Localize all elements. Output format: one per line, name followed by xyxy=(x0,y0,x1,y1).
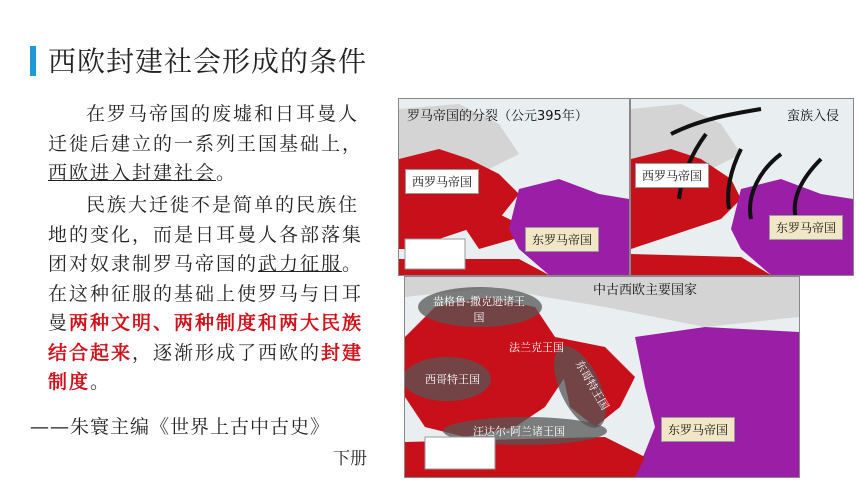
map3-anglo-label: 盎格鲁-撒克逊诸王国 xyxy=(433,295,525,324)
map3-ostrogoth-label: 东哥特王国 xyxy=(572,358,612,413)
title-accent-bar xyxy=(30,46,36,76)
map2-east-label: 东罗马帝国 xyxy=(769,215,843,240)
map2-west-label: 西罗马帝国 xyxy=(635,163,709,188)
p2-text-e: ，逐渐形成了西欧的 xyxy=(132,341,322,364)
map1-east-label: 东罗马帝国 xyxy=(525,227,599,252)
paragraph-2 xyxy=(48,191,378,398)
p2-text-a: 民族大迁徙不是简单的民族住地的变化，而是日耳曼人各部落集团对奴隶制罗马帝国的 xyxy=(48,194,364,275)
p2-red-emphasis: 两种文明、两种制度和两大民族结合起来 xyxy=(48,312,364,364)
map1-west-label: 西罗马帝国 xyxy=(405,169,479,194)
map-barbarian-invasion xyxy=(630,98,854,276)
map-roman-split xyxy=(398,98,630,276)
p2-text-c: 。在这种征服的基础上使罗马与日耳曼 xyxy=(48,253,364,334)
p2-end: 。 xyxy=(90,371,112,393)
p2-red-feudal: 封建制度 xyxy=(48,341,364,393)
map1-caption: 罗马帝国的分裂（公元395年） xyxy=(407,109,588,124)
map3-east-label: 东罗马帝国 xyxy=(661,417,735,442)
p1-end: 。 xyxy=(216,162,238,184)
source-citation: ——朱寰主编《世界上古中古史》 xyxy=(30,416,331,438)
source-citation-volume: 下册 xyxy=(333,449,367,469)
p1-text: 在罗马帝国的废墟和日耳曼人迁徙后建立的一系列王国基础上， xyxy=(48,103,364,155)
map3-frank-label: 法兰克王国 xyxy=(509,341,564,354)
map-medieval-states xyxy=(404,276,800,478)
p2-underlined: 武力征服 xyxy=(258,253,343,275)
p1-underlined: 西欧进入封建社会 xyxy=(48,162,217,184)
paragraph-1 xyxy=(48,100,378,189)
map3-visigoth-label: 西哥特王国 xyxy=(425,373,480,386)
page-title: 西欧封建社会形成的条件 xyxy=(48,45,368,78)
map2-caption: 蛮族入侵 xyxy=(787,109,840,124)
map3-vandal-label: 汪达尔-阿兰诸王国 xyxy=(473,425,565,438)
map3-caption: 中古西欧主要国家 xyxy=(593,283,698,298)
